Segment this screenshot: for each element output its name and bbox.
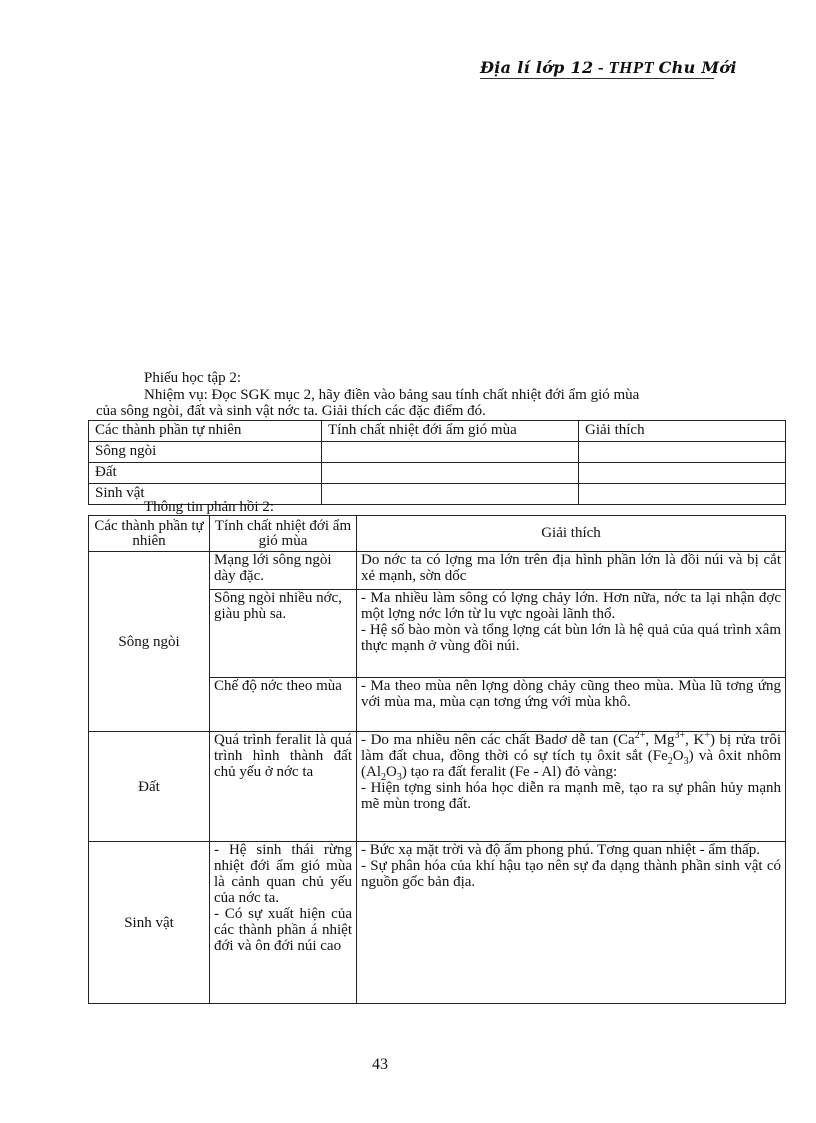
page-header bbox=[480, 58, 780, 82]
table-row bbox=[89, 463, 786, 484]
header-school-name: Chu Mới bbox=[658, 58, 737, 77]
header-dash: - bbox=[597, 58, 604, 77]
header-underline bbox=[480, 78, 714, 79]
row-label: Sinh vật bbox=[89, 484, 322, 505]
table-row bbox=[89, 442, 786, 463]
trait-cell: Chế độ nớc theo mùa bbox=[210, 678, 357, 732]
trait-cell: Mạng lới sông ngòi dày đặc. bbox=[210, 552, 357, 590]
column-header: Giải thích bbox=[357, 516, 786, 552]
feedback-table bbox=[88, 515, 786, 1004]
trait-cell: Quá trình feralit là quá trình hình thành đất chủ yếu ở nớc ta bbox=[210, 732, 357, 842]
column-header: Tính chất nhiệt đới ẩm gió mùa bbox=[322, 421, 579, 442]
worksheet-table bbox=[88, 420, 786, 505]
trait-cell: Sông ngòi nhiều nớc, giàu phù sa. bbox=[210, 590, 357, 678]
header-subject: Địa lí lớp 12 bbox=[480, 58, 594, 77]
answer-cell[interactable] bbox=[579, 442, 786, 463]
explanation-cell bbox=[357, 842, 786, 1004]
worksheet-task bbox=[96, 387, 786, 419]
table-row bbox=[89, 842, 786, 1004]
table-row bbox=[89, 732, 786, 842]
table-row bbox=[89, 552, 786, 590]
trait-line: - Có sự xuất hiện của các thành phần á nhiệt đới và ôn đới núi cao bbox=[214, 906, 352, 954]
row-label: Sông ngòi bbox=[89, 442, 322, 463]
column-header: Tính chất nhiệt đới ẩm gió mùa bbox=[210, 516, 357, 552]
worksheet-title: Phiếu học tập 2: bbox=[144, 370, 242, 386]
task-text-cont: của sông ngòi, đất và sinh vật nớc ta. Giải thích các đặc điểm đó. bbox=[96, 403, 486, 419]
explanation-line: - Hệ số bào mòn và tổng lợng cát bùn lớn là hệ quả của quá trình xâm thực mạnh ở vùng đồi núi. bbox=[361, 622, 781, 654]
column-header: Các thành phần tự nhiên bbox=[89, 421, 322, 442]
table-header-row bbox=[89, 421, 786, 442]
column-header: Các thành phần tự nhiên bbox=[89, 516, 210, 552]
explanation-cell bbox=[357, 732, 786, 842]
page-number: 43 bbox=[372, 1056, 388, 1073]
row-label-song-ngoi: Sông ngòi bbox=[89, 552, 210, 732]
trait-line: - Hệ sinh thái rừng nhiệt đới ẩm gió mùa là cảnh quan chủ yếu của nớc ta. bbox=[214, 842, 352, 906]
explanation-cell: Do nớc ta có lợng ma lớn trên địa hình phần lớn là đồi núi và bị cắt xẻ mạnh, sờn dốc bbox=[357, 552, 786, 590]
explanation-line: - Hiện tợng sinh hóa học diễn ra mạnh mẽ, tạo ra sự phân hủy mạnh mẽ mùn trong đất. bbox=[361, 780, 781, 812]
answer-cell[interactable] bbox=[579, 463, 786, 484]
task-label: Nhiệm vụ: bbox=[144, 387, 208, 403]
row-label: Đất bbox=[89, 463, 322, 484]
task-text: Đọc SGK mục 2, hãy điền vào bảng sau tính chất nhiệt đới ẩm gió mùa bbox=[211, 387, 640, 403]
header-school: THPT bbox=[608, 58, 655, 77]
explanation-cell: - Ma theo mùa nên lợng dòng chảy cũng theo mùa. Mùa lũ tơng ứng với mùa ma, mùa cạn tơng ứng với mùa khô. bbox=[357, 678, 786, 732]
explanation-line: - Sự phân hóa của khí hậu tạo nên sự đa dạng thành phần sinh vật có nguồn gốc bản địa. bbox=[361, 858, 781, 890]
answer-cell[interactable] bbox=[322, 463, 579, 484]
row-label-dat: Đất bbox=[89, 732, 210, 842]
table-header-row bbox=[89, 516, 786, 552]
explanation-line: - Bức xạ mặt trời và độ ẩm phong phú. Tơng quan nhiệt - ẩm thấp. bbox=[361, 842, 761, 858]
explanation-line: - Do ma nhiều nên các chất Badơ dễ $\tan (Ca^{2+}$, $Mg^{3+}$, K+) bị rửa trôi làm đất chua, đồng thời có sự tích tụ ôxit sắt $(Fe_2O_3)$ và ôxit nhôm $(Al_2O_3)$ tạo ra đất feralit (Fe - Al) đỏ vàng: bbox=[361, 730, 782, 783]
trait-cell bbox=[210, 842, 357, 1004]
row-label-sinh-vat: Sinh vật bbox=[89, 842, 210, 1004]
feedback-title: Thông tin phản hồi 2: bbox=[144, 499, 274, 515]
explanation-cell bbox=[357, 590, 786, 678]
answer-cell[interactable] bbox=[322, 442, 579, 463]
column-header: Giải thích bbox=[579, 421, 786, 442]
explanation-line: - Ma nhiều làm sông có lợng chảy lớn. Hơn nữa, nớc ta lại nhận đợc một lợng nớc lớn từ lu vực ngoài lãnh thổ. bbox=[361, 590, 781, 622]
